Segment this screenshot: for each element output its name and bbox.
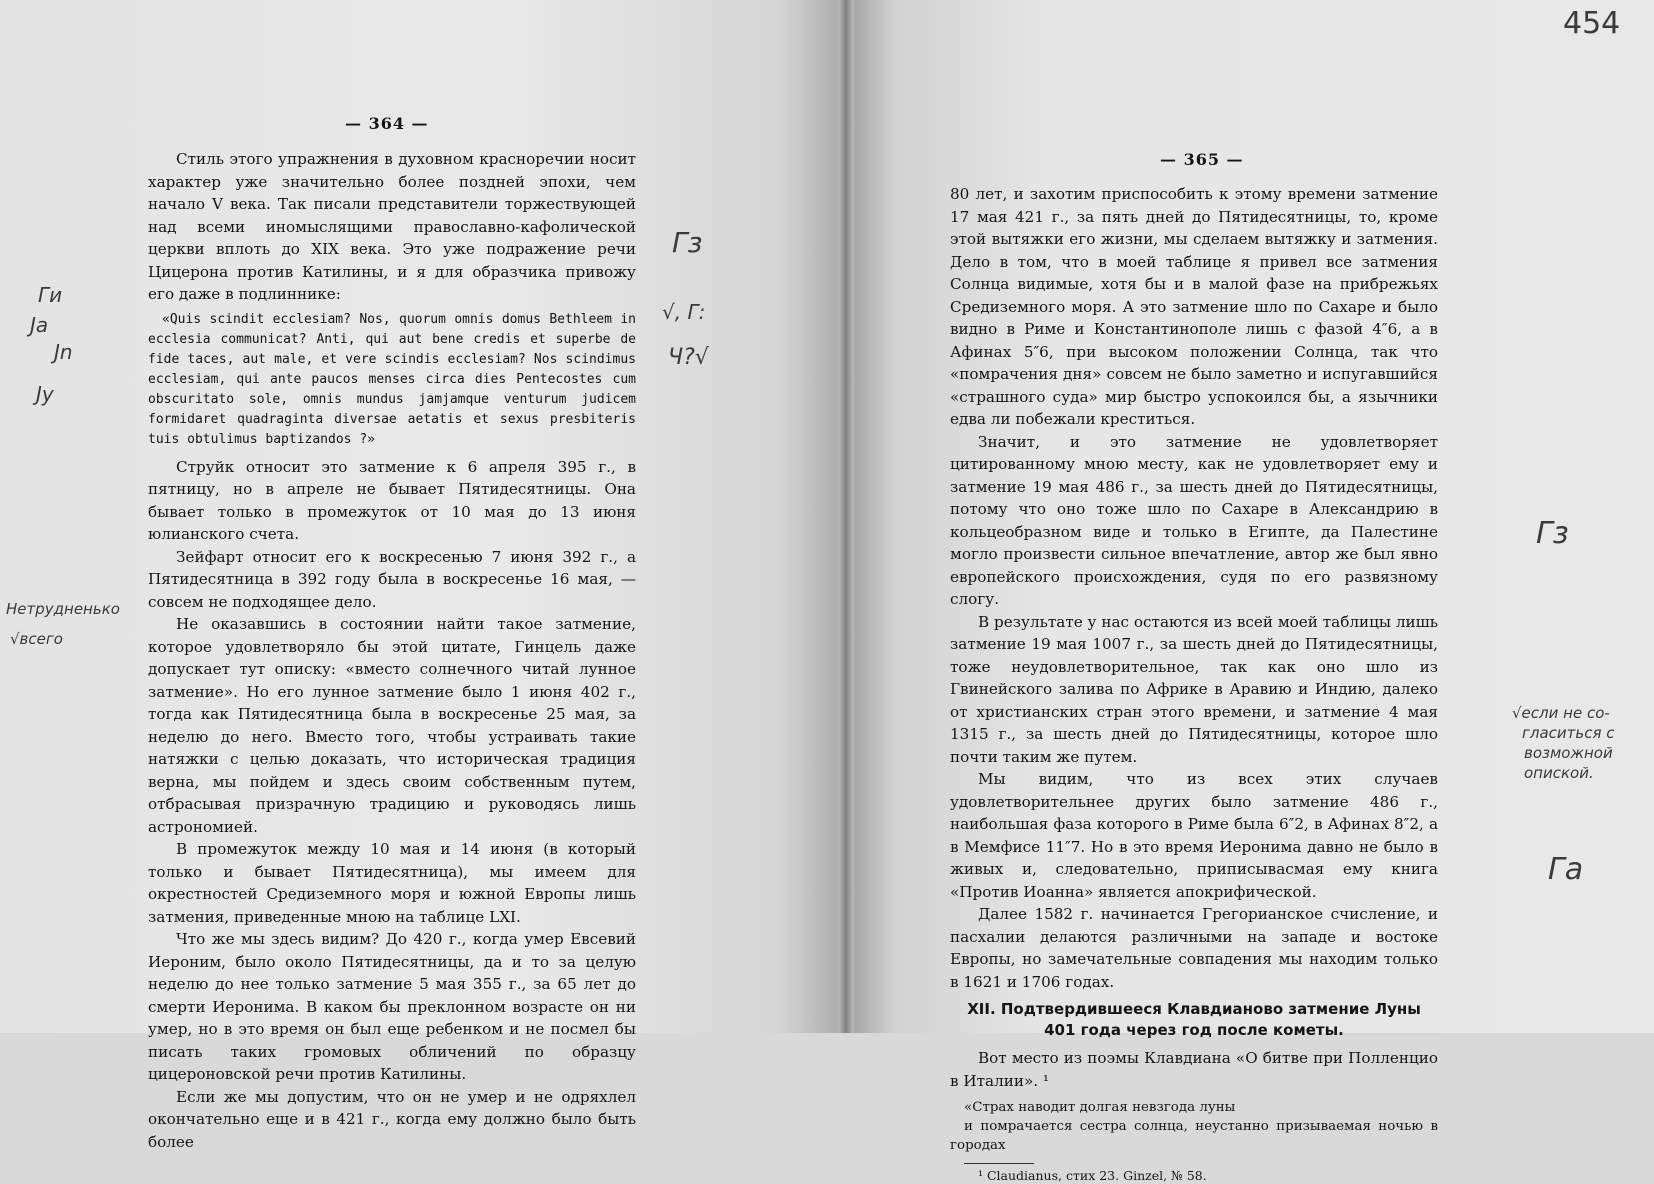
paragraph: Мы видим, что из всех этих случаев удовлетворительнее других было затмение 486 г., наибольшая фаза которого в Риме была 6″2, в Афинах 8″2, а в Мемфисе 11″7. Но в это время Иеронима давно не было в живых и, следовательно, приписывасмая ему книга «Против Иоанна» является апокрифической. (950, 770, 1438, 901)
left-page-number: — 364 — (345, 114, 429, 133)
paragraph: Если же мы допустим, что он не умер и не одряхлел окончательно еще и в 421 г., когда ему должно было быть более (148, 1087, 636, 1151)
paragraph: Не оказавшись в состоянии найти такое затмение, которое удовлетворяло бы этой цитате, Гинцель даже допускает тут описку: «вместо солнечного читай лунное затмение». Но его лунное затмение было 1 июня 402 г., тогда как Пятидесятница была в воскресенье 25 мая, за неделю до него. Вместо того, чтобы устраивать такие натяжки с целью доказать, что историческая традиция верна, мы пойдем и здесь своим собственным путем, отбрасывая призрачную традицию и руководясь лишь астрономией. (148, 615, 636, 836)
footnote-rule (964, 1163, 1034, 1164)
latin-quote: «Quis scindit ecclesiam? Nos, quorum omnis domus Bethleem in ecclesia communicat? Anti, qui aut bene credis et superbe de fide taces, aut male, et vere scindis ecclesiam? Nos scindimus ecclesiam, qui ante paucos menses circa dies Pentecostes cum obscuritato sole, omnis mundus jamjamque venturum judicem formidaret quadraginta diversae aetatis et sexus presbiteris tuis obtulimus baptizandos ?» (148, 311, 636, 447)
section-heading: XII. Подтвердившееся Клавдианово затмение Луны 401 года через год после кометы. (967, 1000, 1421, 1039)
paragraph: Вот место из поэмы Клавдиана «О битве при Полленцио в Италии». ¹ (950, 1049, 1438, 1090)
paragraph: Струйк относит это затмение к 6 апреля 395 г., в пятницу, но в апреле не бывает Пятидесятницы. Она бывает только в промежуток от 10 мая до 13 июня юлианского счета. (148, 457, 636, 543)
margin-note: Jу (36, 382, 54, 406)
margin-note: опиской. (1524, 764, 1594, 782)
left-page-text (148, 148, 636, 1153)
book-gutter (838, 0, 854, 1033)
paragraph: Далее 1582 г. начинается Грегорианское счисление, и пасхалии делаются различными на западе и востоке Европы, но замечательные совпадения мы находим только в 1621 и 1706 годах. (950, 905, 1438, 991)
margin-note: возможной (1524, 744, 1613, 762)
margin-note: √всего (10, 630, 63, 648)
margin-page-number: 454 (1563, 6, 1621, 41)
paragraph: Что же мы здесь видим? До 420 г., когда умер Евсевий Иероним, было около Пятидесятницы, да и то за целую неделю до нее только затмение 5 мая 355 г., за 65 лет до смерти Иеронима. В каком бы преклонном возрасте он ни умер, но в это время он был еще ребенком и не посмел бы писать таких громовых обличений по образцу цицероновской речи против Катилины. (148, 930, 636, 1083)
right-page-text (950, 183, 1438, 1184)
paragraph: Значит, и это затмение не удовлетворяет цитированному мною месту, как не удовлетворяет ему и затмение 19 мая 486 г., за шесть дней до Пятидесятницы, потому что оно тоже шло по Сахаре в Александрию в кольцеобразном виде и только в Египте, да Палестине могло произвести сильное впечатление, автор же был явно европейского происхождения, судя по его развязному слогу. (950, 432, 1438, 608)
margin-note: Ја (30, 313, 49, 337)
right-page-number: — 365 — (1160, 150, 1244, 169)
paragraph: 80 лет, и захотим приспособить к этому времени затмение 17 мая 421 г., за пять дней до Пятидесятницы, то, кроме этой вытяжки его жизни, мы сделаем вытяжку и затмения. Дело в том, что в моей таблице я привел все затмения Солнца видимые, хотя бы и в малой фазе на прибрежьях Средиземного моря. А это затмение шло по Сахаре и было видно в Риме и Константинополе лишь с фазой 4″6, а в Афинах 5″6, при высоком положении Солнца, так что «помрачения дня» совсем не было заметно и испугавшийся «страшного суда» мир быстро успокоился бы, а язычники едва ли побежали креститься. (950, 185, 1438, 428)
margin-note: Ги (38, 283, 63, 307)
margin-note: √если не со- (1512, 704, 1610, 722)
poem-line: и помрачается сестра солнца, неустанно призываемая ночью в городах (950, 1119, 1438, 1153)
paragraph: Зейфарт относит его к воскресенью 7 июня 392 г., а Пятидесятница в 392 году была в воскресенье 16 мая, — совсем не подходящее дело. (148, 547, 636, 611)
paragraph: В результате у нас остаются из всей моей таблицы лишь затмение 19 мая 1007 г., за шесть дней до Пятидесятницы, тоже неудовлетворительное, так как оно шло из Гвинейского залива по Африке в Аравию и Индию, далеко от христианских стран этого времени, и затмение 4 мая 1315 г., за шесть дней до Пятидесятницы, которое шло почти таким же путем. (950, 612, 1438, 766)
poem-line: «Страх наводит долгая невзгода луны (964, 1100, 1236, 1115)
margin-note: Га (1548, 852, 1584, 887)
paragraph: В промежуток между 10 мая и 14 июня (в который только и бывает Пятидесятница), мы имеем для окрестностей Средиземного моря и южной Европы лишь затмения, приведенные мною на таблице LXI. (148, 840, 636, 926)
margin-note: Гз (672, 226, 703, 259)
margin-note: √, Г: (662, 300, 706, 324)
footnote: ¹ Claudianus, стих 23. Ginzel, № 58. (978, 1168, 1207, 1183)
margin-note: Ч?√ (668, 345, 709, 370)
margin-note: Нетрудненько (6, 600, 120, 618)
margin-note: Гз (1536, 516, 1569, 551)
margin-note: гласиться с (1522, 724, 1615, 742)
poem-quote (950, 1098, 1438, 1155)
margin-note: Јn (54, 340, 73, 364)
paragraph: Стиль этого упражнения в духовном красноречии носит характер уже значительно более поздней эпохи, чем начало V века. Так писали представители торжествующей над всеми иномыслящими православно-кафолической церкви вплоть до XIX века. Это уже подражение речи Цицерона против Катилины, и я для образчика привожу его даже в подлиннике: (148, 150, 636, 303)
